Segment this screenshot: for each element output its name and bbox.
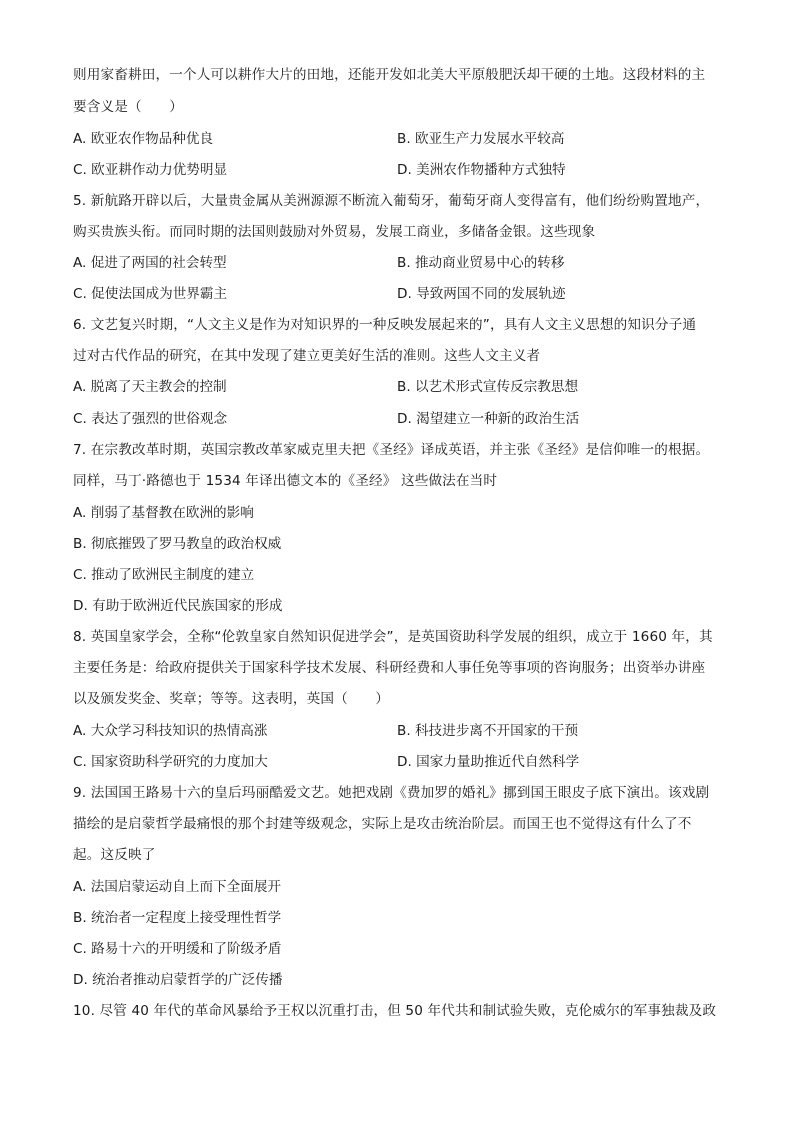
q5-option-d: D. 导致两国不同的发展轨迹 bbox=[397, 286, 566, 302]
q8-option-a: A. 大众学习科技知识的热情高涨 bbox=[73, 723, 268, 739]
q5-option-a: A. 促进了两国的社会转型 bbox=[73, 255, 227, 271]
q9-option-d: D. 统治者推动启蒙哲学的广泛传播 bbox=[73, 972, 283, 988]
q8-stem-line-1: 8. 英国皇家学会，全称“伦敦皇家自然知识促进学会”，是英国资助科学发展的组织，成立于 1660 年，其 bbox=[73, 629, 713, 645]
q8-stem-line-3: 以及颁发奖金、奖章；等等。这表明，英国（ ） bbox=[73, 691, 390, 707]
q5-option-b: B. 推动商业贸易中心的转移 bbox=[397, 255, 565, 271]
q4-stem-line-2: 要含义是（ ） bbox=[73, 99, 183, 115]
q6-stem-line-2: 过对古代作品的研究，在其中发现了建立更美好生活的准则。这些人文主义者 bbox=[73, 348, 541, 364]
q6-option-d: D. 渴望建立一种新的政治生活 bbox=[397, 411, 580, 427]
q8-stem-line-2: 主要任务是：给政府提供关于国家科学技术发展、科研经费和人事任免等事项的咨询服务；出资举办讲座 bbox=[73, 660, 706, 676]
q9-stem-line-1: 9. 法国国王路易十六的皇后玛丽酷爱文艺。她把戏剧《费加罗的婚礼》挪到国王眼皮子底下演出。该戏剧 bbox=[73, 785, 710, 801]
q5-stem-line-2: 购买贵族头衔。而同时期的法国则鼓励对外贸易，发展工商业，多储备金银。这些现象 bbox=[73, 224, 596, 240]
q6-stem-line-1: 6. 文艺复兴时期，“人文主义是作为对知识界的一种反映发展起来的”，具有人文主义思想的知识分子通 bbox=[73, 317, 697, 333]
q6-option-a: A. 脱离了天主教会的控制 bbox=[73, 379, 227, 395]
q7-stem-line-2: 同样，马丁·路德也于 1534 年译出德文本的《圣经》 这些做法在当时 bbox=[73, 473, 498, 489]
q9-stem-line-2: 描绘的是启蒙哲学最痛恨的那个封建等级观念，实际上是攻击统治阶层。而国王也不觉得这有什么了不 bbox=[73, 816, 692, 832]
q5-option-c: C. 促使法国成为世界霸主 bbox=[73, 286, 228, 302]
q4-option-c: C. 欧亚耕作动力优势明显 bbox=[73, 162, 228, 178]
q8-option-c: C. 国家资助科学研究的力度加大 bbox=[73, 754, 268, 770]
q4-option-d: D. 美洲农作物播种方式独特 bbox=[397, 162, 566, 178]
q4-stem-line-1: 则用家畜耕田，一个人可以耕作大片的田地，还能开发如北美大平原般肥沃却干硬的土地。这段材料的主 bbox=[73, 67, 706, 83]
q10-stem-line-1: 10. 尽管 40 年代的革命风暴给予王权以沉重打击，但 50 年代共和制试验失败，克伦威尔的军事独裁及政 bbox=[73, 1003, 717, 1019]
q7-option-c: C. 推动了欧洲民主制度的建立 bbox=[73, 567, 255, 583]
q7-stem-line-1: 7. 在宗教改革时期，英国宗教改革家威克里夫把《圣经》译成英语，并主张《圣经》是信仰唯一的根据。 bbox=[73, 442, 710, 458]
q9-option-a: A. 法国启蒙运动自上而下全面展开 bbox=[73, 879, 282, 895]
q9-stem-line-3: 起。这反映了 bbox=[73, 847, 156, 863]
q9-option-b: B. 统治者一定程度上接受理性哲学 bbox=[73, 910, 282, 926]
q7-option-b: B. 彻底摧毁了罗马教皇的政治权威 bbox=[73, 536, 282, 552]
q6-option-c: C. 表达了强烈的世俗观念 bbox=[73, 411, 228, 427]
q9-option-c: C. 路易十六的开明缓和了阶级矛盾 bbox=[73, 941, 282, 957]
q6-option-b: B. 以艺术形式宣传反宗教思想 bbox=[397, 379, 579, 395]
q8-option-d: D. 国家力量助推近代自然科学 bbox=[397, 754, 580, 770]
q7-option-a: A. 削弱了基督教在欧洲的影响 bbox=[73, 505, 254, 521]
q7-option-d: D. 有助于欧洲近代民族国家的形成 bbox=[73, 598, 283, 614]
q5-stem-line-1: 5. 新航路开辟以后，大量贵金属从美洲源源不断流入葡萄牙，葡萄牙商人变得富有，他们纷纷购置地产， bbox=[73, 193, 710, 209]
q4-option-b: B. 欧亚生产力发展水平较高 bbox=[397, 131, 565, 147]
q8-option-b: B. 科技进步离不开国家的干预 bbox=[397, 723, 579, 739]
q4-option-a: A. 欧亚农作物品种优良 bbox=[73, 131, 214, 147]
